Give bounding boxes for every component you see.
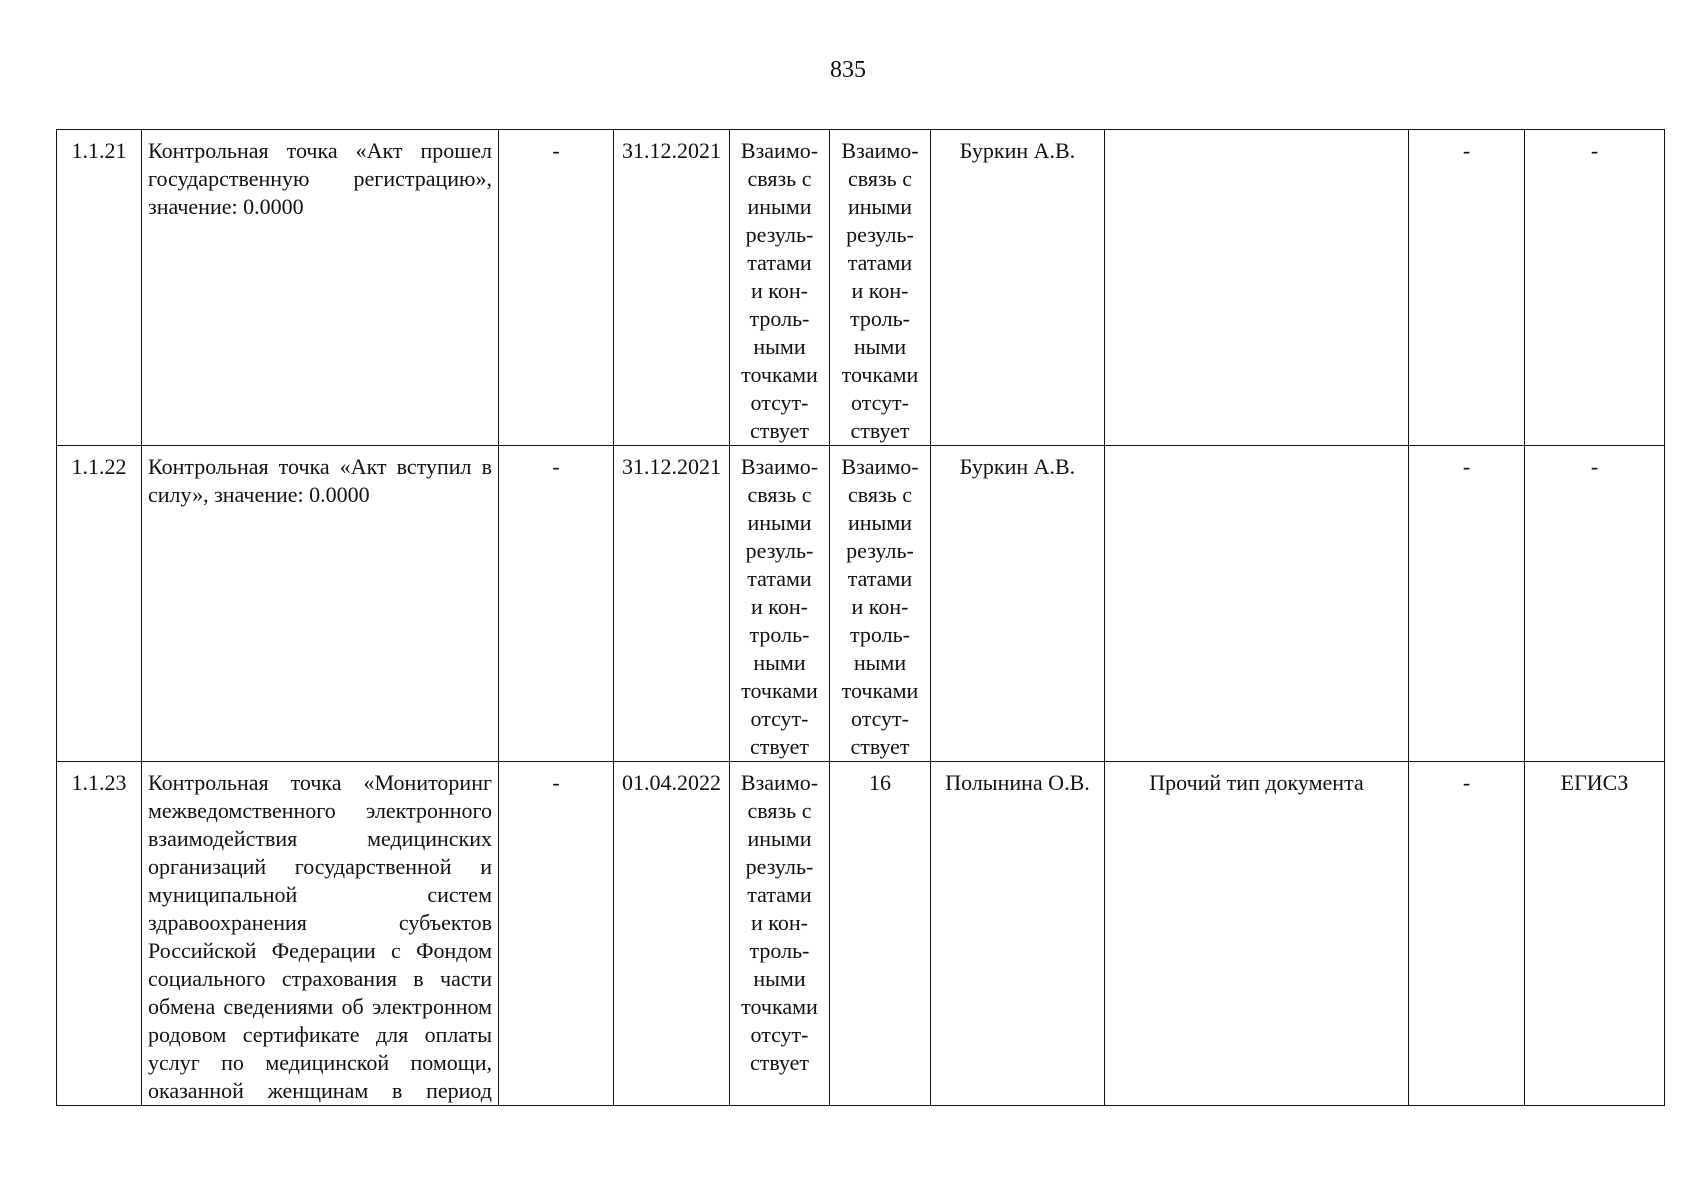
cell-dash: - [1409,446,1525,762]
cell-dash: - [1409,762,1525,1106]
control-point-name: Контрольная точка «Мониторинг межведомственного электронного взаимодействия медицинских организаций государственной и муниципальной систем здравоохранения субъектов Российской Федерации с Фондом социального страхования в части обмена сведениями об электронном родовом сертификате для оплаты услуг по медицинской помощи, оказанной женщинам в период [142,762,499,1106]
information-system: ЕГИСЗ [1525,762,1665,1106]
due-date: 31.12.2021 [614,130,730,446]
cell-dash: - [499,446,614,762]
information-system: - [1525,130,1665,446]
predecessor-cell: Взаимо- связь с иными резуль- татами и кон- троль- ными точками отсут- ствует [730,446,830,762]
document-type [1105,130,1409,446]
due-date: 31.12.2021 [614,446,730,762]
due-date: 01.04.2022 [614,762,730,1106]
row-number: 1.1.22 [57,446,142,762]
document-type [1105,446,1409,762]
table-row [57,446,1665,762]
successor-cell: Взаимо- связь с иными резуль- татами и кон- троль- ными точками отсут- ствует [830,130,931,446]
predecessor-cell: Взаимо- связь с иными резуль- татами и кон- троль- ными точками отсут- ствует [730,130,830,446]
cell-dash: - [499,762,614,1106]
information-system: - [1525,446,1665,762]
control-points-table [56,129,1665,1106]
row-number: 1.1.23 [57,762,142,1106]
successor-cell: Взаимо- связь с иными резуль- татами и кон- троль- ными точками отсут- ствует [830,446,931,762]
responsible-person: Буркин А.В. [931,446,1105,762]
control-point-name: Контрольная точка «Акт вступил в силу», значение: 0.0000 [142,446,499,762]
row-number: 1.1.21 [57,130,142,446]
page-number: 835 [830,57,866,83]
responsible-person: Полынина О.В. [931,762,1105,1106]
table-row [57,762,1665,1106]
document-type: Прочий тип документа [1105,762,1409,1106]
predecessor-cell: Взаимо- связь с иными резуль- татами и кон- троль- ными точками отсут- ствует [730,762,830,1106]
cell-dash: - [499,130,614,446]
successor-cell: 16 [830,762,931,1106]
cell-dash: - [1409,130,1525,446]
responsible-person: Буркин А.В. [931,130,1105,446]
table-row [57,130,1665,446]
control-point-name: Контрольная точка «Акт прошел государственную регистрацию», значение: 0.0000 [142,130,499,446]
